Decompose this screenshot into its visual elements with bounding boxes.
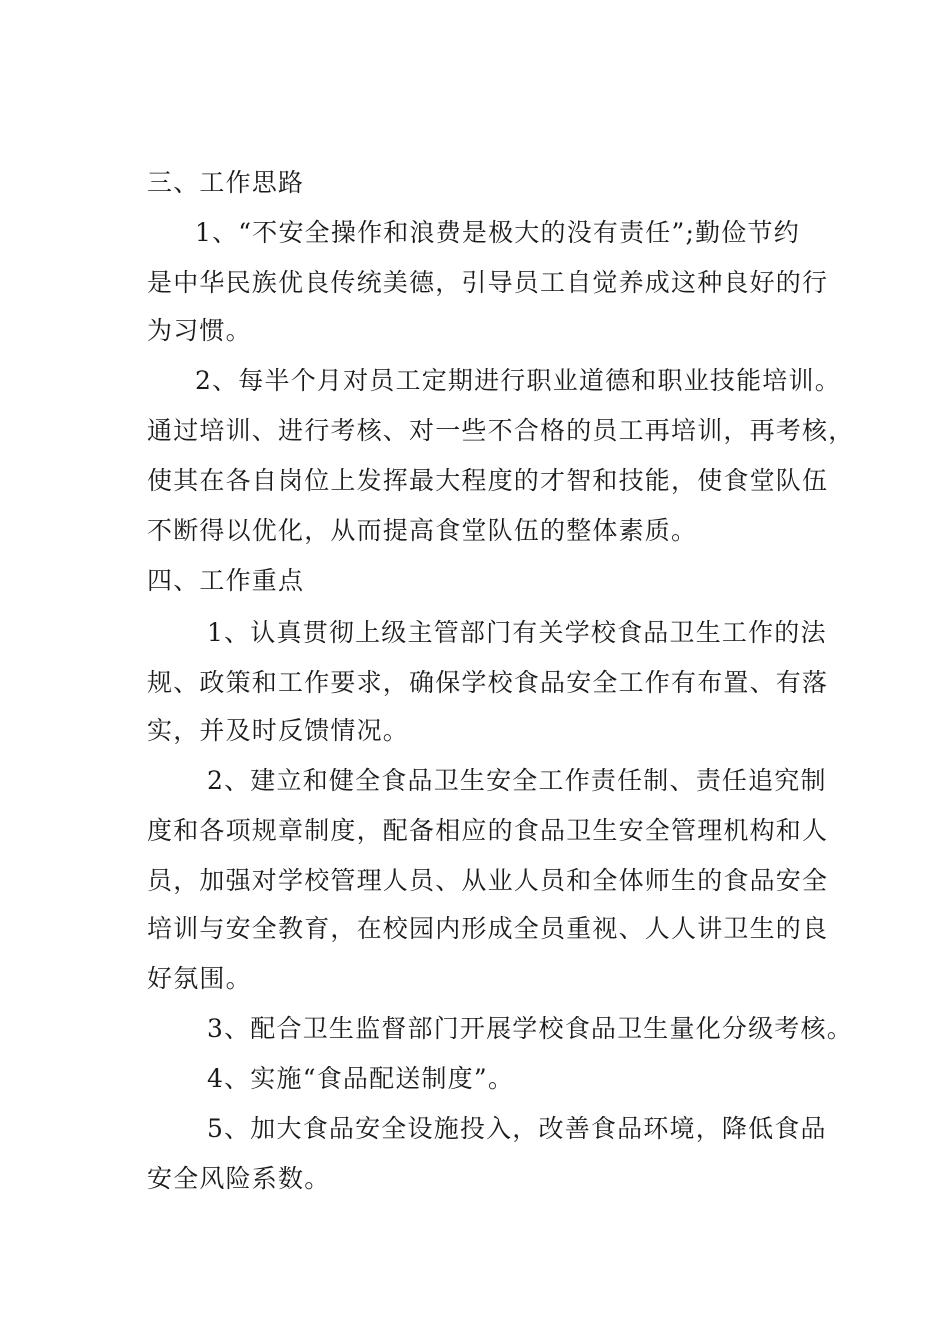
paragraph-line: 通过培训、进行考核、对一些不合格的员工再培训，再考核，	[147, 416, 855, 445]
paragraph-line: 使其在各自岗位上发挥最大程度的才智和技能，使食堂队伍	[147, 466, 829, 495]
paragraph-line: 员，加强对学校管理人员、从业人员和全体师生的食品安全	[147, 866, 829, 895]
paragraph-line: 4、实施“食品配送制度”。	[207, 1064, 515, 1093]
paragraph-line: 好氛围。	[147, 964, 252, 993]
paragraph-line: 是中华民族优良传统美德，引导员工自觉养成这种良好的行	[147, 268, 829, 297]
paragraph-line: 3、配合卫生监督部门开展学校食品卫生量化分级考核。	[207, 1014, 853, 1043]
paragraph-line: 为习惯。	[147, 316, 252, 345]
paragraph-line: 不断得以优化，从而提高食堂队伍的整体素质。	[147, 516, 698, 545]
paragraph-line: 安全风险系数。	[147, 1164, 331, 1193]
paragraph-line: 5、加大食品安全设施投入，改善食品环境，降低食品	[207, 1114, 827, 1143]
paragraph-line: 实，并及时反馈情况。	[147, 716, 410, 745]
paragraph-line: 1、“不安全操作和浪费是极大的没有责任”;勤俭节约	[195, 218, 800, 247]
paragraph-line: 度和各项规章制度，配备相应的食品卫生安全管理机构和人	[147, 816, 829, 845]
section-heading-work-focus: 四、工作重点	[147, 566, 305, 595]
paragraph-line: 2、建立和健全食品卫生安全工作责任制、责任追究制	[207, 766, 827, 795]
paragraph-line: 2、每半个月对员工定期进行职业道德和职业技能培训。	[195, 366, 841, 395]
paragraph-line: 规、政策和工作要求，确保学校食品安全工作有布置、有落	[147, 668, 829, 697]
paragraph-line: 培训与安全教育，在校园内形成全员重视、人人讲卫生的良	[147, 914, 829, 943]
section-heading-work-ideas: 三、工作思路	[147, 168, 305, 197]
paragraph-line: 1、认真贯彻上级主管部门有关学校食品卫生工作的法	[207, 618, 827, 647]
